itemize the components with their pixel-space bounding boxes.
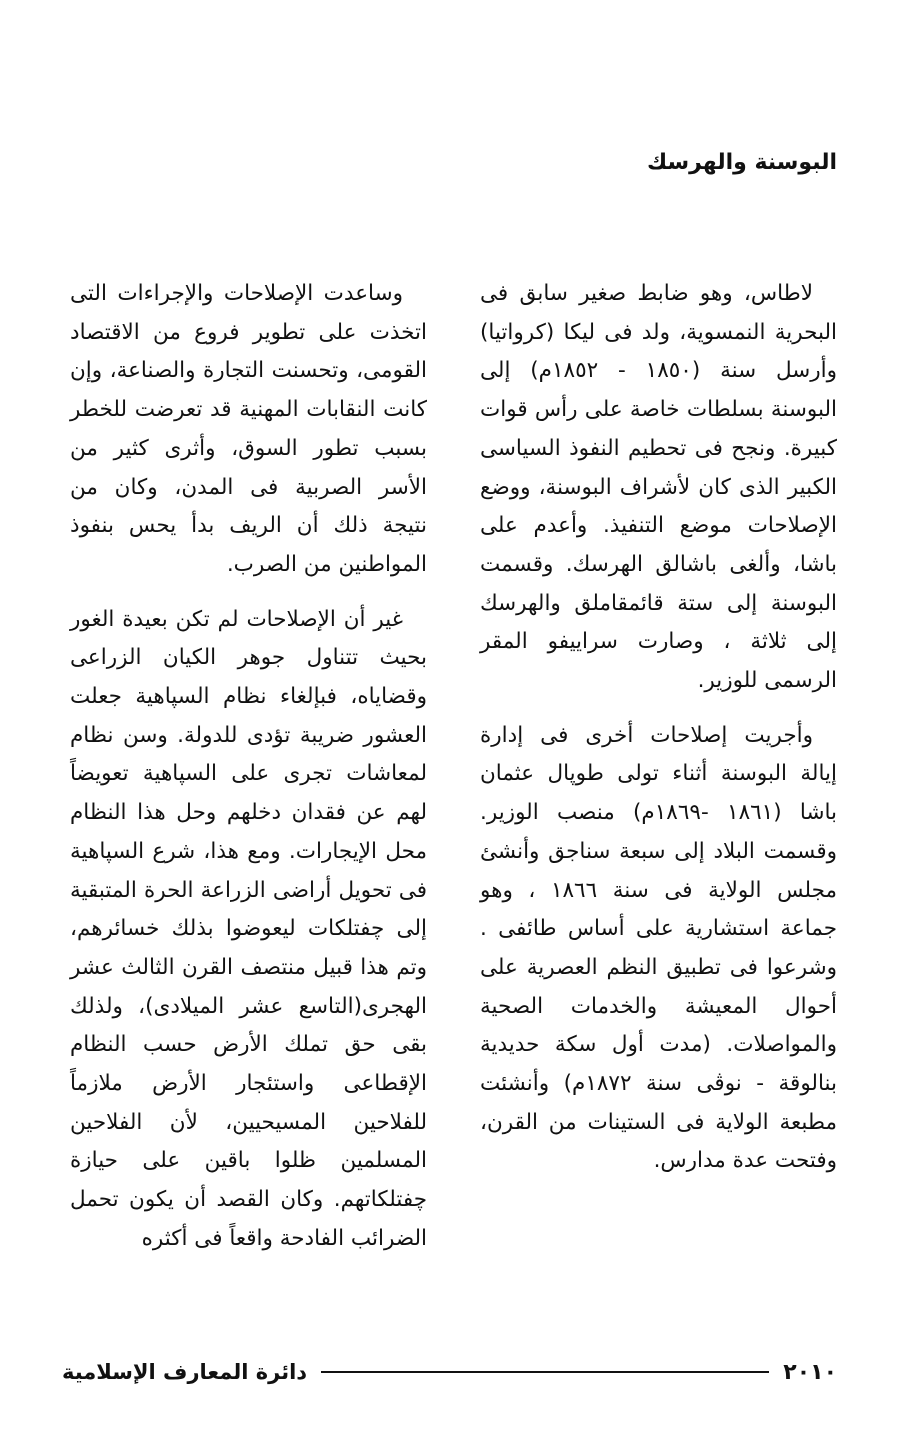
paragraph: وأجريت إصلاحات أخرى فى إدارة إيالة البوسنة أثناء تولى طوپال عثمان باشا (١٨٦١ -١٨٦٩م) منصب الوزير. وقسمت البلاد إلى سبعة سناجق وأنشئ مجلس الولاية فى سنة ١٨٦٦ ، وهو جماعة استشارية على أساس طائفى . وشرعوا فى تطبيق النظم العصرية على أحوال المعيشة والخدمات الصحية والمواصلات. (مدت أول سكة حديدية بنالوقة - نوڤى سنة ١٨٧٢م) وأنشئت مطبعة الولاية فى الستينات من القرن، وفتحت عدة مدارس.: [480, 722, 838, 1174]
text-column-right: [480, 275, 837, 1197]
text-column-left: [70, 275, 427, 1275]
publication-title: دائرة المعارف الإسلامية: [62, 1360, 308, 1384]
running-head: البوسنة والهرسك: [647, 150, 837, 175]
page-footer: [62, 1352, 837, 1392]
paragraph: لاطاس، وهو ضابط صغير سابق فى البحرية النمسوية، ولد فى ليكا (كرواتيا) وأرسل سنة (١٨٥٠ - ١٨٥٢م) إلى البوسنة بسلطات خاصة على رأس قوات كبيرة. ونجح فى تحطيم النفوذ السياسى الكبير الذى كان لأشراف البوسنة، ووضع الإصلاحات موضع التنفيذ. وأعدم على باشا، وألغى باشالق الهرسك. وقسمت البوسنة إلى ستة قائمقاملق والهرسك إلى ثلاثة ، وصارت سراييفو المقر الرسمى للوزير.: [480, 281, 837, 694]
footer-divider: [321, 1371, 769, 1373]
page-number: ٢٠١٠: [783, 1359, 837, 1385]
paragraph: وساعدت الإصلاحات والإجراءات التى اتخذت على تطوير فروع من الاقتصاد القومى، وتحسنت التجارة والصناعة، وإن كانت النقابات المهنية قد تعرضت للخطر بسبب تطور السوق، وأثرى كثير من الأسر الصربية فى المدن، وكان من نتيجة ذلك أن الريف بدأ يحس بنفوذ المواطنين من الصرب.: [70, 281, 427, 577]
paragraph: غير أن الإصلاحات لم تكن بعيدة الغور بحيث تتناول جوهر الكيان الزراعى وقضاياه، فبإلغاء نظام السپاهية جعلت العشور ضريبة تؤدى للدولة. وسن نظام لمعاشات تجرى على السپاهية تعويضاً لهم عن فقدان دخلهم وحل هذا النظام محل الإيجارات. ومع هذا، شرع السپاهية فى تحويل أراضى الزراعة الحرة المتبقية إلى چفتلكات ليعوضوا بذلك خسائرهم، وتم هذا قبيل منتصف القرن الثالث عشر الهجرى(التاسع عشر الميلادى)، ولذلك بقى حق تملك الأرض حسب النظام الإقطاعى واستئجار الأرض ملازماً للفلاحين المسيحيين، لأن الفلاحين المسلمين ظلوا باقين على حيازة چفتلكاتهم. وكان القصد أن يكون تحمل الضرائب الفادحة واقعاً فى أكثره: [70, 606, 427, 1251]
